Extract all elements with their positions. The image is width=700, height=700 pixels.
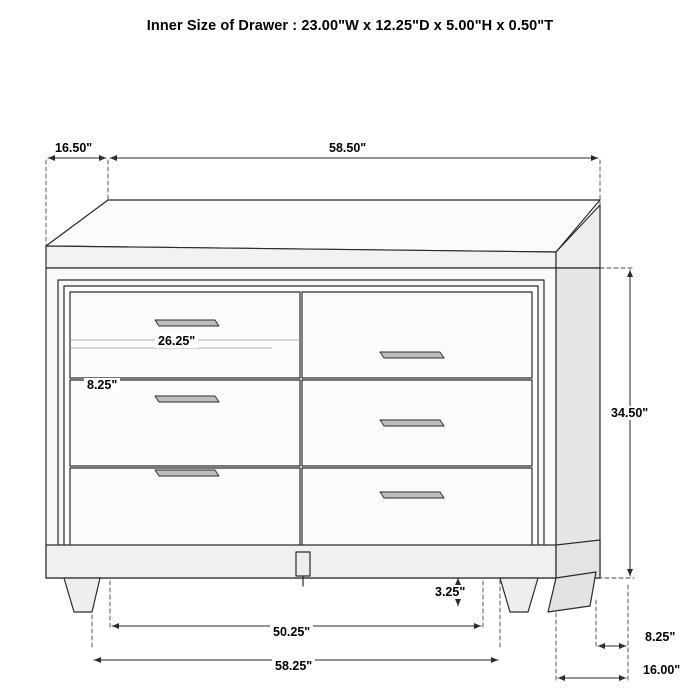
dim-base-depth: 16.00" xyxy=(640,663,683,677)
page-title: Inner Size of Drawer : 23.00"W x 12.25"D x 5.00"H x 0.50"T xyxy=(146,18,554,34)
dim-overall-height: 34.50" xyxy=(608,406,651,420)
dim-base-outer-width: 58.25" xyxy=(272,659,315,673)
dim-base-depth-small: 8.25" xyxy=(642,630,678,644)
dim-drawer-width: 26.25" xyxy=(155,334,198,348)
dim-drawer-height: 8.25" xyxy=(84,378,120,392)
dim-width-top: 58.50" xyxy=(326,141,369,155)
dim-depth-top: 16.50" xyxy=(52,141,95,155)
dim-base-inner-width: 50.25" xyxy=(270,625,313,639)
dim-leg-height: 3.25" xyxy=(432,585,468,599)
